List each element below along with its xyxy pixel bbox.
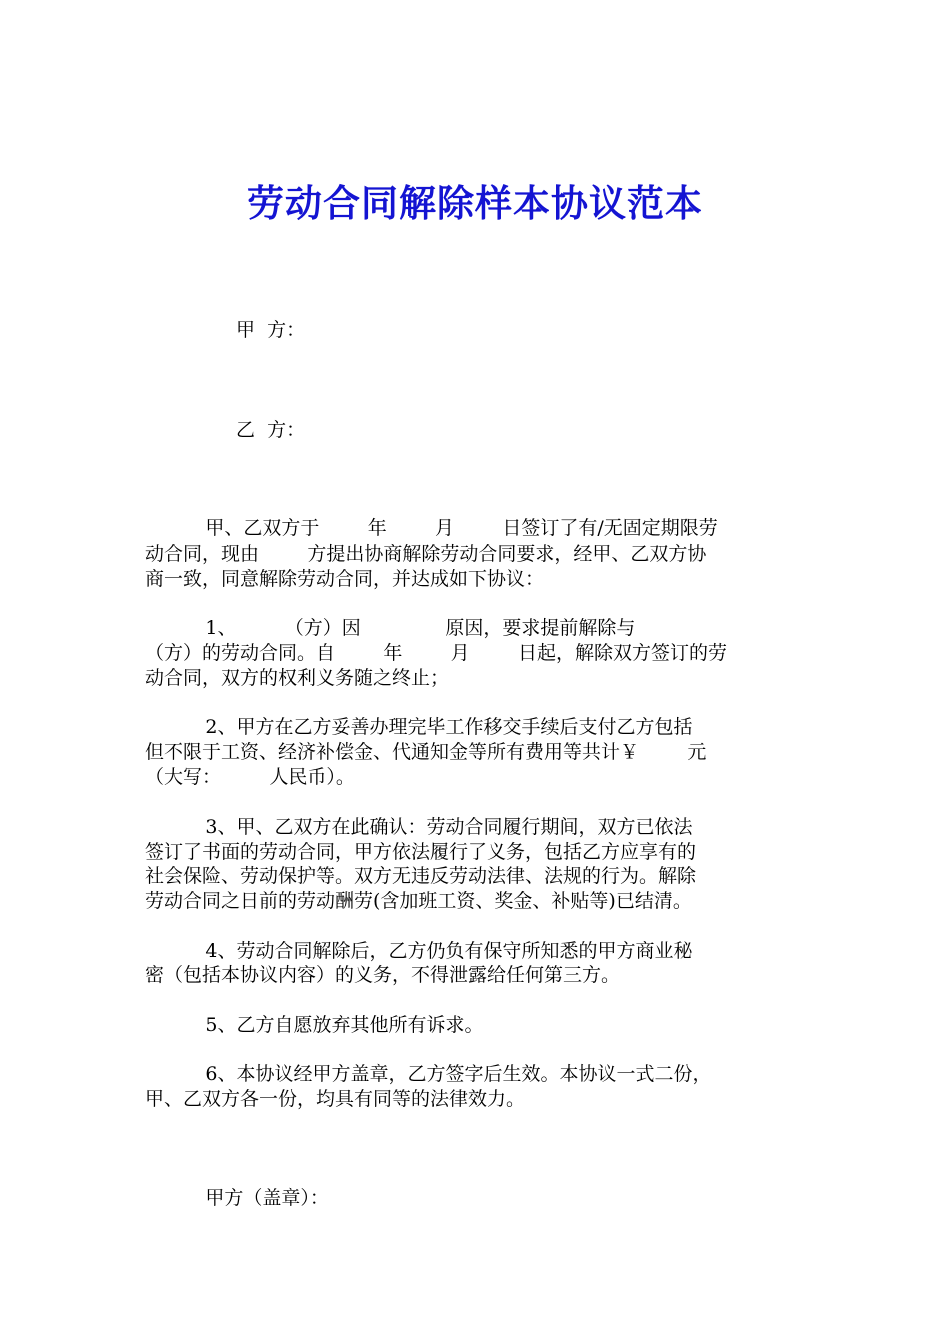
body-line: 但不限于工资、经济补偿金、代通知金等所有费用等共计￥ 元: [145, 741, 707, 763]
body-line: 商一致，同意解除劳动合同，并达成如下协议：: [145, 568, 545, 590]
body-line: 密（包括本协议内容）的义务，不得泄露给任何第三方。: [145, 964, 621, 986]
body-line: （大写： 人民币）。: [145, 766, 355, 788]
body-line: 动合同，现由 方提出协商解除劳动合同要求，经甲、乙双方协: [145, 543, 707, 565]
body-line: 甲、乙双方各一份，均具有同等的法律效力。: [145, 1088, 526, 1110]
body-line: 1、 （方）因 原因，要求提前解除与: [145, 617, 636, 639]
body-line: 动合同，双方的权利义务随之终止；: [145, 667, 450, 689]
body-line: 5、乙方自愿放弃其他所有诉求。: [145, 1014, 484, 1036]
body-line: 社会保险、劳动保护等。双方无违反劳动法律、法规的行为。解除: [145, 865, 697, 887]
body-line: 签订了书面的劳动合同，甲方依法履行了义务，包括乙方应享有的: [145, 841, 697, 863]
body-line: 2、甲方在乙方妥善办理完毕工作移交手续后支付乙方包括: [145, 716, 693, 738]
body-line: 6、本协议经甲方盖章，乙方签字后生效。本协议一式二份，: [145, 1063, 712, 1085]
body-line: （方）的劳动合同。自 年 月 日起，解除双方签订的劳: [145, 642, 727, 664]
party-a-label: 甲 方：: [236, 319, 306, 341]
body-line: 4、劳动合同解除后，乙方仍负有保守所知悉的甲方商业秘: [145, 940, 693, 962]
signature-party-a: 甲方（盖章）：: [145, 1187, 329, 1209]
body-line: 3、甲、乙双方在此确认：劳动合同履行期间，双方已依法: [145, 816, 693, 838]
document-title: 劳动合同解除样本协议范本: [247, 182, 703, 225]
party-b-label: 乙 方：: [236, 419, 306, 441]
body-line: 甲、乙双方于 年 月 日签订了有/无固定期限劳: [145, 517, 718, 539]
body-line: 劳动合同之日前的劳动酬劳(含加班工资、奖金、补贴等)已结清。: [145, 890, 692, 912]
